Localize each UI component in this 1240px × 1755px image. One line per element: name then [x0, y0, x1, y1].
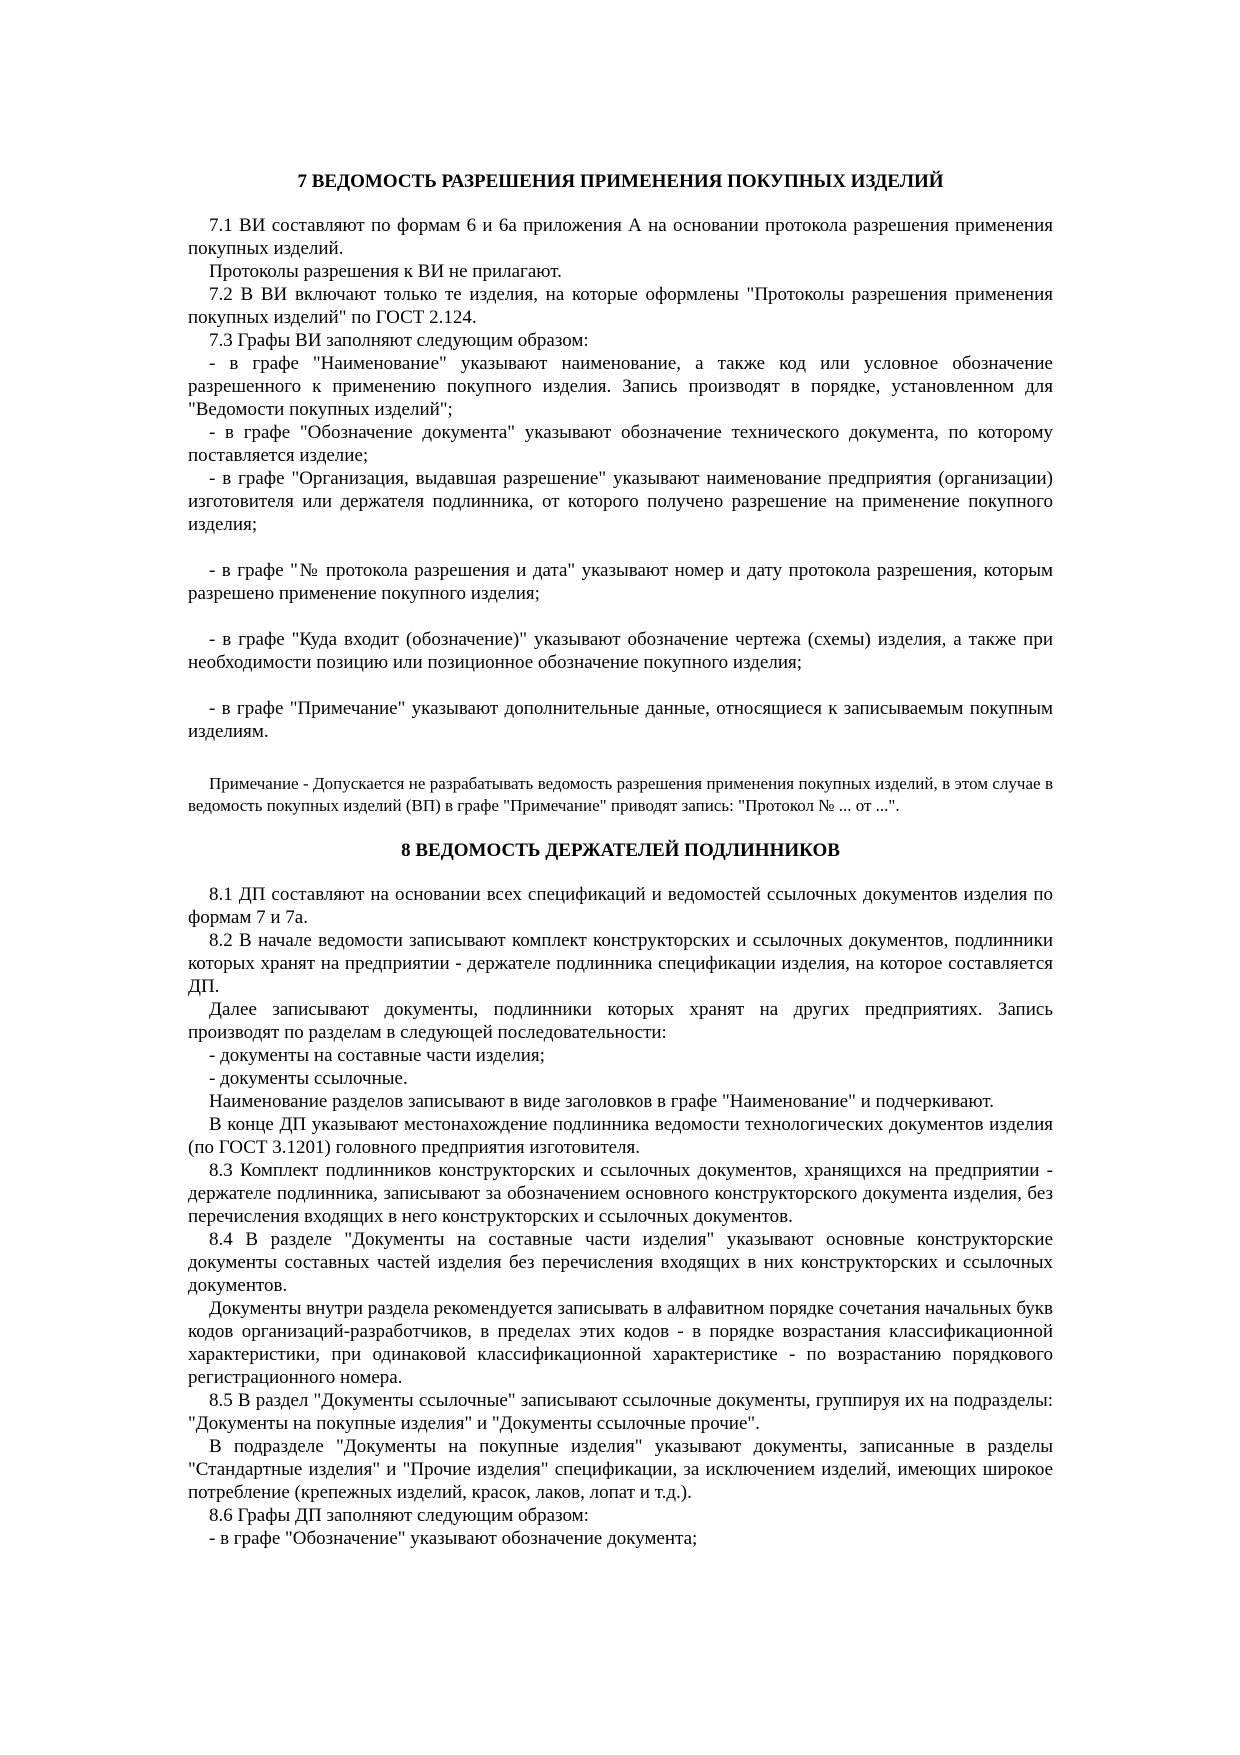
paragraph-8-6: 8.6 Графы ДП заполняют следующим образом:: [209, 1505, 589, 1526]
paragraph-purchased-items-subsection: В подразделе "Документы на покупные изделия" указывают документы, записанные в разделы "Стандартные изделия" и "Прочие изделия" спецификации, за исключением изделий, имеющих широкое потребление (крепежных изделий, красок, лаков, лопат и т.д.).: [188, 1436, 1053, 1503]
list-item-component-documents: - документы на составные части изделия;: [209, 1045, 545, 1066]
paragraph-ordering-rules: Документы внутри раздела рекомендуется записывать в алфавитном порядке сочетания начальных букв кодов организаций-разработчиков, в пределах этих кодов - в порядке возрастания классификационной характеристики, при одинаковой классификационной характеристике - по возрастанию порядкового регистрационного номера.: [188, 1298, 1053, 1388]
paragraph-7-1: 7.1 ВИ составляют по формам 6 и 6а приложения А на основании протокола разрешения применения покупных изделий.: [188, 215, 1053, 259]
paragraph-technological-documents: В конце ДП указывают местонахождение подлинника ведомости технологических документов изделия (по ГОСТ 3.1201) головного предприятия изготовителя.: [188, 1114, 1053, 1158]
list-item-where-used-column: - в графе "Куда входит (обозначение)" указывают обозначение чертежа (схемы) изделия, а также при необходимости позицию или позиционное обозначение покупного изделия;: [188, 629, 1053, 673]
paragraph-7-2: 7.2 В ВИ включают только те изделия, на которые оформлены "Протоколы разрешения применения покупных изделий" по ГОСТ 2.124.: [188, 284, 1053, 328]
section-7-note: Примечание - Допускается не разрабатывать ведомость разрешения применения покупных изделий, в этом случае в ведомость покупных изделий (ВП) в графе "Примечание" приводят запись: "Протокол № ... от ...".: [188, 774, 1053, 815]
list-item-name-column: - в графе "Наименование" указывают наименование, а также код или условное обозначение разрешенного к применению покупного изделия. Запись производят в порядке, установленном для "Ведомости покупных изделий";: [188, 353, 1053, 420]
document-page: [188, 168, 1053, 1550]
section-7-title: 7 ВЕДОМОСТЬ РАЗРЕШЕНИЯ ПРИМЕНЕНИЯ ПОКУПНЫХ ИЗДЕЛИЙ: [297, 171, 944, 192]
paragraph-8-5: 8.5 В раздел "Документы ссылочные" записывают ссылочные документы, группируя их на подразделы: "Документы на покупные изделия" и "Документы ссылочные прочие".: [188, 1390, 1053, 1434]
paragraph-8-3: 8.3 Комплект подлинников конструкторских и ссылочных документов, хранящихся на предприятии - держателе подлинника, записывают за обозначением основного конструкторского документа изделия, без перечисления входящих в него конструкторских и ссылочных документов.: [188, 1160, 1053, 1227]
paragraph-section-headings: Наименование разделов записывают в виде заголовков в графе "Наименование" и подчеркивают.: [209, 1091, 994, 1112]
list-item-organization-column: - в графе "Организация, выдавшая разрешение" указывают наименование предприятия (организации) изготовителя или держателя подлинника, от которого получено разрешение на применение покупного изделия;: [188, 468, 1053, 535]
paragraph-8-2: 8.2 В начале ведомости записывают комплект конструкторских и ссылочных документов, подлинники которых хранят на предприятии - держателе подлинника спецификации изделия, на которое составляется ДП.: [188, 930, 1053, 997]
list-item-protocol-number-column: - в графе "№ протокола разрешения и дата" указывают номер и дату протокола разрешения, которым разрешено применение покупного изделия;: [188, 560, 1053, 604]
list-item-note-column: - в графе "Примечание" указывают дополнительные данные, относящиеся к записываемым покупным изделиям.: [188, 698, 1053, 742]
paragraph-7-1-protocols: Протоколы разрешения к ВИ не прилагают.: [209, 261, 562, 282]
list-item-designation-column: - в графе "Обозначение" указывают обозначение документа;: [209, 1528, 698, 1549]
paragraph-8-1: 8.1 ДП составляют на основании всех спецификаций и ведомостей ссылочных документов изделия по формам 7 и 7а.: [188, 884, 1053, 928]
list-item-reference-documents: - документы ссылочные.: [209, 1068, 408, 1089]
list-item-document-designation-column: - в графе "Обозначение документа" указывают обозначение технического документа, по которому поставляется изделие;: [188, 422, 1053, 466]
paragraph-8-2-other-enterprises: Далее записывают документы, подлинники которых хранят на других предприятиях. Запись производят по разделам в следующей последовательности:: [188, 999, 1053, 1043]
paragraph-7-3: 7.3 Графы ВИ заполняют следующим образом:: [209, 330, 589, 351]
section-8-title: 8 ВЕДОМОСТЬ ДЕРЖАТЕЛЕЙ ПОДЛИННИКОВ: [401, 840, 840, 861]
paragraph-8-4: 8.4 В разделе "Документы на составные части изделия" указывают основные конструкторские документы составных частей изделия без перечисления входящих в них конструкторских и ссылочных документов.: [188, 1229, 1053, 1296]
